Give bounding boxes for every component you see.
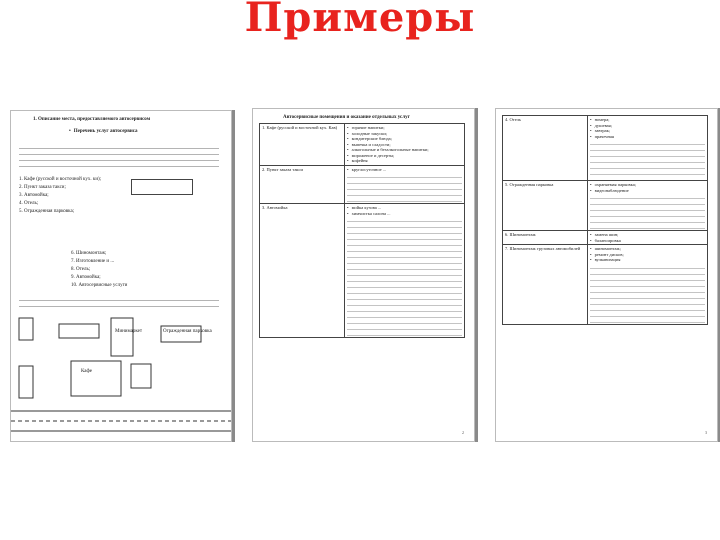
list-item: • видеонаблюдение bbox=[590, 188, 705, 194]
list-item: • горячие напитки; bbox=[347, 125, 462, 131]
table-cell: 1. Кафе (русской и восточной кух. Кав) bbox=[260, 124, 345, 166]
list-item: • ремонт дисков; bbox=[590, 252, 705, 258]
list-item: • химчистка салона ... bbox=[347, 211, 462, 217]
text-lines bbox=[347, 172, 462, 202]
list-item: 10. Автосервисные услуги bbox=[71, 283, 128, 288]
table-cell bbox=[588, 116, 708, 181]
list-item: • шиномонтаж; bbox=[590, 246, 705, 252]
list-item: 5. Огражденная парковка; bbox=[19, 209, 75, 214]
list-item: • алкогольные и безалкогольные напитки; bbox=[347, 147, 462, 153]
list-item: • номера; bbox=[590, 117, 705, 123]
table-cell bbox=[588, 231, 708, 245]
table-cell: 4. Отель bbox=[503, 116, 588, 181]
text-lines bbox=[590, 193, 705, 229]
callout-box bbox=[131, 179, 193, 195]
table-row bbox=[503, 245, 708, 325]
page-number: 3 bbox=[705, 430, 707, 435]
services-table bbox=[259, 123, 465, 338]
slide-title: Примеры bbox=[244, 0, 476, 41]
table-cell: 3. Автомойка bbox=[260, 204, 345, 338]
list-item: • вулканизация bbox=[590, 257, 705, 263]
shop-label: Минимаркет bbox=[115, 329, 143, 334]
list-item: 9. Автомойка; bbox=[71, 275, 101, 280]
list-item: • выпечка и сладости; bbox=[347, 142, 462, 148]
page1-paragraph bbox=[19, 143, 219, 169]
table-row bbox=[260, 204, 465, 338]
table-row bbox=[503, 116, 708, 181]
list-item: • прачечная bbox=[590, 134, 705, 140]
list-item: 7. Изготовление и ... bbox=[71, 259, 115, 264]
page1-heading: 1. Описание места, предоставляемого автосервисом bbox=[33, 117, 151, 122]
list-item: • душевая; bbox=[590, 123, 705, 129]
table-row bbox=[260, 124, 465, 166]
page1-subheading: • Перечень услуг автосервиса bbox=[69, 129, 138, 135]
cafe-label: Кафе bbox=[81, 369, 92, 374]
list-item: • холодные закуски; bbox=[347, 131, 462, 137]
list-item: 1. Кафе (русской и восточной кух. ки); bbox=[19, 177, 102, 182]
list-item: • мороженое и десерты; bbox=[347, 153, 462, 159]
table-row bbox=[260, 165, 465, 204]
list-item: 3. Автомойка; bbox=[19, 193, 49, 198]
list-item: 8. Отель; bbox=[71, 267, 91, 272]
list-item: • кофейня bbox=[347, 158, 462, 164]
parking-label: Огражденная парковка bbox=[163, 329, 212, 334]
document-page-2 bbox=[252, 108, 475, 442]
list-item: 6. Шиномонтаж; bbox=[71, 251, 107, 256]
table-row bbox=[503, 231, 708, 245]
text-lines bbox=[347, 216, 462, 336]
table-cell bbox=[588, 181, 708, 231]
table-row bbox=[503, 181, 708, 231]
page2-heading: Автосервисные помещения и оказание отдельных услуг bbox=[283, 115, 410, 120]
list-item: • охраняемая парковка; bbox=[590, 182, 705, 188]
list-item: • завтрак; bbox=[590, 128, 705, 134]
table-cell: 2. Пункт заказа такси bbox=[260, 165, 345, 204]
table-cell: 7. Шиномонтаж грузовых автомобилей bbox=[503, 245, 588, 325]
text-lines bbox=[590, 139, 705, 179]
list-item: 2. Пункт заказа такси; bbox=[19, 185, 66, 190]
list-item: • мойка кузова ... bbox=[347, 205, 462, 211]
page-number: 2 bbox=[462, 430, 464, 435]
document-page-3 bbox=[495, 108, 718, 442]
services-table-continued bbox=[502, 115, 708, 325]
list-item: • круглосуточное ... bbox=[347, 167, 462, 173]
table-cell: 6. Шиномонтаж bbox=[503, 231, 588, 245]
list-item: • замена шин; bbox=[590, 232, 705, 238]
list-item: 4. Отель; bbox=[19, 201, 39, 206]
table-cell bbox=[345, 165, 465, 204]
list-item: • балансировка bbox=[590, 238, 705, 244]
document-page-1 bbox=[10, 110, 232, 442]
table-cell: 5. Огражденная парковка bbox=[503, 181, 588, 231]
text-lines bbox=[590, 263, 705, 323]
table-cell bbox=[345, 124, 465, 166]
list-item: • кондитерские блюда; bbox=[347, 136, 462, 142]
table-cell bbox=[345, 204, 465, 338]
page1-paragraph bbox=[19, 295, 219, 307]
table-cell bbox=[588, 245, 708, 325]
